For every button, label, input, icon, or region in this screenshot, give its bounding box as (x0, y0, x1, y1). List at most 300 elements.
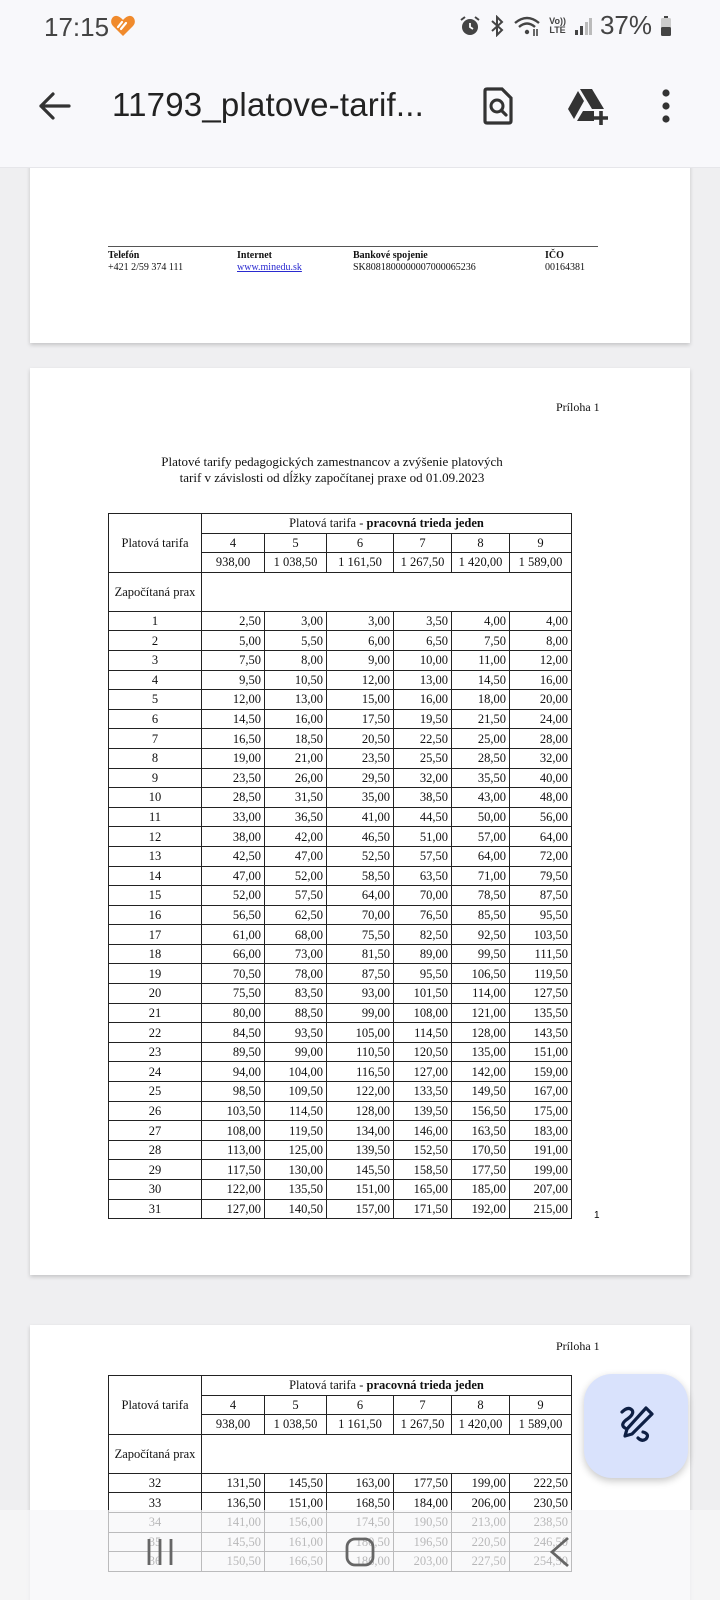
increase-value-cell: 199,00 (510, 1160, 572, 1180)
increase-value-cell: 79,50 (510, 866, 572, 886)
table-row (109, 768, 572, 788)
increase-value-cell: 47,00 (265, 846, 327, 866)
increase-value-cell: 127,50 (510, 984, 572, 1004)
increase-value-cell: 38,50 (394, 788, 452, 808)
increase-value-cell: 177,50 (394, 1473, 452, 1493)
increase-value-cell: 131,50 (202, 1473, 265, 1493)
increase-value-cell: 56,50 (202, 905, 265, 925)
increase-value-cell: 42,50 (202, 846, 265, 866)
document-heading: Platové tarify pedagogických zamestnancov a zvýšenie platových tarif v závislosti od dĺžky započítanej praxe od 01.09.2023 (161, 454, 503, 485)
increase-value-cell: 106,50 (452, 964, 510, 984)
increase-value-cell: 17,50 (327, 709, 394, 729)
praxe-years-cell: 2 (109, 631, 202, 651)
praxe-years-cell: 3 (109, 650, 202, 670)
increase-value-cell: 35,50 (452, 768, 510, 788)
increase-value-cell: 110,50 (327, 1042, 394, 1062)
increase-value-cell: 32,00 (510, 748, 572, 768)
table-row (109, 631, 572, 651)
increase-value-cell: 104,00 (265, 1062, 327, 1082)
praxe-years-cell: 13 (109, 846, 202, 866)
battery-text: 37% (599, 10, 652, 40)
table-row (109, 729, 572, 749)
increase-value-cell: 146,00 (394, 1121, 452, 1141)
praxe-years-cell: 11 (109, 807, 202, 827)
priloha-label: Príloha 1 (556, 400, 600, 414)
increase-value-cell: 16,00 (394, 690, 452, 710)
table-row (109, 690, 572, 710)
praxe-years-cell: 17 (109, 925, 202, 945)
group-header: Platová tarifa - pracovná trieda jeden (202, 514, 572, 534)
increase-value-cell: 108,00 (394, 1003, 452, 1023)
increase-value-cell: 135,00 (452, 1042, 510, 1062)
increase-value-cell: 113,00 (202, 1140, 265, 1160)
increase-value-cell: 46,50 (327, 827, 394, 847)
increase-value-cell: 139,50 (327, 1140, 394, 1160)
alarm-icon (459, 15, 481, 37)
status-icons (459, 10, 672, 41)
back-button[interactable] (30, 84, 78, 132)
back-icon (548, 1536, 572, 1573)
increase-value-cell: 5,00 (202, 631, 265, 651)
increase-value-cell: 26,00 (265, 768, 327, 788)
increase-value-cell: 151,00 (327, 1180, 394, 1200)
increase-value-cell: 171,50 (394, 1199, 452, 1219)
increase-value-cell: 20,00 (510, 690, 572, 710)
increase-value-cell: 41,00 (327, 807, 394, 827)
increase-value-cell: 120,50 (394, 1042, 452, 1062)
increase-value-cell: 14,50 (452, 670, 510, 690)
footer-bank: Bankové spojenie SK8081800000007000065236 (353, 250, 476, 273)
increase-value-cell: 28,50 (452, 748, 510, 768)
increase-value-cell: 44,50 (394, 807, 452, 827)
increase-value-cell: 81,50 (327, 944, 394, 964)
increase-value-cell: 140,50 (265, 1199, 327, 1219)
praxe-years-cell: 15 (109, 886, 202, 906)
praxe-years-cell: 22 (109, 1023, 202, 1043)
page-number: 1 (594, 1210, 600, 1221)
table-row (109, 1042, 572, 1062)
praxe-years-cell: 26 (109, 1101, 202, 1121)
increase-value-cell: 5,50 (265, 631, 327, 651)
increase-value-cell: 15,00 (327, 690, 394, 710)
increase-value-cell: 111,50 (510, 944, 572, 964)
increase-value-cell: 121,00 (452, 1003, 510, 1023)
praxe-years-cell: 4 (109, 670, 202, 690)
increase-value-cell: 29,50 (327, 768, 394, 788)
increase-value-cell: 163,50 (452, 1121, 510, 1141)
praxe-years-cell: 30 (109, 1180, 202, 1200)
increase-value-cell: 35,00 (327, 788, 394, 808)
increase-value-cell: 89,50 (202, 1042, 265, 1062)
increase-value-cell: 125,00 (265, 1140, 327, 1160)
increase-value-cell: 192,00 (452, 1199, 510, 1219)
increase-value-cell: 151,00 (510, 1042, 572, 1062)
praxe-years-cell: 21 (109, 1003, 202, 1023)
increase-value-cell: 18,00 (452, 690, 510, 710)
increase-value-cell: 142,00 (452, 1062, 510, 1082)
increase-value-cell: 52,50 (327, 846, 394, 866)
health-heart-icon (110, 14, 136, 38)
increase-value-cell: 103,50 (510, 925, 572, 945)
base-tariff-row: 938,00 1 038,50 1 161,50 1 267,50 1 420,00 1 589,00 (109, 553, 572, 573)
table-row (109, 748, 572, 768)
increase-value-cell: 78,00 (265, 964, 327, 984)
praxe-years-cell: 5 (109, 690, 202, 710)
increase-value-cell: 42,00 (265, 827, 327, 847)
increase-value-cell: 168,50 (327, 1493, 394, 1513)
increase-value-cell: 159,00 (510, 1062, 572, 1082)
increase-value-cell: 157,00 (327, 1199, 394, 1219)
increase-value-cell: 57,50 (394, 846, 452, 866)
row-header-tarifa: Platová tarifa (109, 514, 202, 573)
table-row (109, 1121, 572, 1141)
annotate-fab-button[interactable] (584, 1374, 688, 1478)
praxe-years-cell: 1 (109, 611, 202, 631)
table-row (109, 1101, 572, 1121)
praxe-years-cell: 23 (109, 1042, 202, 1062)
increase-value-cell: 75,50 (327, 925, 394, 945)
increase-value-cell: 230,50 (510, 1493, 572, 1513)
increase-value-cell: 12,00 (510, 650, 572, 670)
table-row (109, 1473, 572, 1493)
increase-value-cell: 127,00 (394, 1062, 452, 1082)
increase-value-cell: 139,50 (394, 1101, 452, 1121)
tariff-table (108, 513, 572, 1219)
increase-value-cell: 38,00 (202, 827, 265, 847)
increase-value-cell: 70,50 (202, 964, 265, 984)
praxe-years-cell: 25 (109, 1082, 202, 1102)
increase-value-cell: 14,50 (202, 709, 265, 729)
increase-value-cell: 33,00 (202, 807, 265, 827)
increase-value-cell: 114,00 (452, 984, 510, 1004)
increase-value-cell: 151,00 (265, 1493, 327, 1513)
increase-value-cell: 158,50 (394, 1160, 452, 1180)
more-options-button[interactable] (640, 82, 692, 134)
table-row (109, 709, 572, 729)
increase-value-cell: 16,50 (202, 729, 265, 749)
increase-value-cell: 95,50 (510, 905, 572, 925)
arrow-back-icon (37, 91, 71, 126)
increase-value-cell: 70,00 (327, 905, 394, 925)
increase-value-cell: 58,50 (327, 866, 394, 886)
increase-value-cell: 108,00 (202, 1121, 265, 1141)
praxe-years-cell: 12 (109, 827, 202, 847)
increase-value-cell: 8,00 (510, 631, 572, 651)
increase-value-cell: 3,00 (265, 611, 327, 631)
increase-value-cell: 114,50 (265, 1101, 327, 1121)
table-row (109, 1140, 572, 1160)
footer-telefon: Telefón +421 2/59 374 111 (108, 250, 184, 273)
increase-value-cell: 43,00 (452, 788, 510, 808)
increase-value-cell: 84,50 (202, 1023, 265, 1043)
praxe-years-cell: 24 (109, 1062, 202, 1082)
increase-value-cell: 36,50 (265, 807, 327, 827)
table-row (109, 1180, 572, 1200)
app-bar (0, 52, 720, 168)
increase-value-cell: 191,00 (510, 1140, 572, 1160)
increase-value-cell: 105,00 (327, 1023, 394, 1043)
increase-value-cell: 109,50 (265, 1082, 327, 1102)
praxe-years-cell: 7 (109, 729, 202, 749)
volte-icon: Vo)) LTE (549, 15, 566, 35)
table-row (109, 984, 572, 1004)
table-row (109, 925, 572, 945)
add-to-drive-button[interactable] (562, 82, 614, 134)
increase-value-cell: 206,00 (452, 1493, 510, 1513)
draw-annotate-icon (616, 1404, 656, 1449)
pdf-page-2 (30, 368, 690, 1275)
increase-value-cell: 149,50 (452, 1082, 510, 1102)
increase-value-cell: 114,50 (394, 1023, 452, 1043)
increase-value-cell: 185,00 (452, 1180, 510, 1200)
increase-value-cell: 119,50 (510, 964, 572, 984)
battery-icon (660, 15, 672, 37)
increase-value-cell: 199,00 (452, 1473, 510, 1493)
increase-value-cell: 85,50 (452, 905, 510, 925)
class-header-row: 4 5 6 7 8 9 (109, 533, 572, 553)
tariff-table-continued: Platová tarifa Platová tarifa - pracovná trieda jeden 4 5 6 7 8 9 938,00 1 038,50 1 161,50 1 267,50 1 420,00 1 589,00 Započítaná prax 32 131,50 145,50 163,00 177,50 199,00 222,50 33 136,50 151,00 168,50 184,00 206,00 230,50 (108, 1375, 572, 1572)
table-row (109, 1199, 572, 1219)
praxe-years-cell: 8 (109, 748, 202, 768)
footer-ico: IČO 00164381 (545, 250, 585, 273)
increase-value-cell: 83,50 (265, 984, 327, 1004)
increase-value-cell: 22,50 (394, 729, 452, 749)
increase-value-cell: 72,00 (510, 846, 572, 866)
increase-value-cell: 177,50 (452, 1160, 510, 1180)
increase-value-cell: 93,00 (327, 984, 394, 1004)
increase-value-cell: 145,50 (265, 1473, 327, 1493)
increase-value-cell: 117,50 (202, 1160, 265, 1180)
increase-value-cell: 8,00 (265, 650, 327, 670)
increase-value-cell: 7,50 (202, 650, 265, 670)
table-row (109, 1003, 572, 1023)
increase-value-cell: 136,50 (202, 1493, 265, 1513)
increase-value-cell: 98,50 (202, 1082, 265, 1102)
increase-value-cell: 122,00 (202, 1180, 265, 1200)
increase-value-cell: 23,50 (202, 768, 265, 788)
increase-value-cell: 163,00 (327, 1473, 394, 1493)
increase-value-cell: 167,00 (510, 1082, 572, 1102)
increase-value-cell: 89,00 (394, 944, 452, 964)
increase-value-cell: 175,00 (510, 1101, 572, 1121)
praxe-years-cell: 9 (109, 768, 202, 788)
increase-value-cell: 62,50 (265, 905, 327, 925)
status-bar (0, 0, 720, 52)
table-row (109, 846, 572, 866)
increase-value-cell: 134,00 (327, 1121, 394, 1141)
increase-value-cell: 32,00 (394, 768, 452, 788)
increase-value-cell: 64,00 (452, 846, 510, 866)
minedu-link[interactable]: www.minedu.sk (237, 262, 302, 273)
increase-value-cell: 18,50 (265, 729, 327, 749)
increase-value-cell: 28,00 (510, 729, 572, 749)
increase-value-cell: 82,50 (394, 925, 452, 945)
increase-value-cell: 135,50 (265, 1180, 327, 1200)
increase-value-cell: 70,00 (394, 886, 452, 906)
increase-value-cell: 128,00 (327, 1101, 394, 1121)
increase-value-cell: 93,50 (265, 1023, 327, 1043)
increase-value-cell: 52,00 (202, 886, 265, 906)
table-row (109, 905, 572, 925)
increase-value-cell: 9,50 (202, 670, 265, 690)
table-row (109, 944, 572, 964)
increase-value-cell: 152,50 (394, 1140, 452, 1160)
increase-value-cell: 143,50 (510, 1023, 572, 1043)
increase-value-cell: 94,00 (202, 1062, 265, 1082)
increase-value-cell: 12,00 (202, 690, 265, 710)
increase-value-cell: 135,50 (510, 1003, 572, 1023)
status-time: 17:15 (44, 12, 110, 42)
praxe-years-cell: 29 (109, 1160, 202, 1180)
increase-value-cell: 64,00 (327, 886, 394, 906)
increase-value-cell: 10,00 (394, 650, 452, 670)
increase-value-cell: 4,00 (452, 611, 510, 631)
praxe-years-cell: 10 (109, 788, 202, 808)
increase-value-cell: 20,50 (327, 729, 394, 749)
search-in-document-button[interactable] (472, 82, 524, 134)
table-row (109, 1062, 572, 1082)
increase-value-cell: 128,00 (452, 1023, 510, 1043)
add-to-drive-icon (566, 87, 610, 130)
increase-value-cell: 68,00 (265, 925, 327, 945)
table-row (109, 1023, 572, 1043)
increase-value-cell: 50,00 (452, 807, 510, 827)
increase-value-cell: 122,00 (327, 1082, 394, 1102)
praxe-years-cell: 6 (109, 709, 202, 729)
increase-value-cell: 101,50 (394, 984, 452, 1004)
table-row (109, 788, 572, 808)
increase-value-cell: 16,00 (265, 709, 327, 729)
increase-value-cell: 165,00 (394, 1180, 452, 1200)
recents-icon (145, 1537, 175, 1572)
increase-value-cell: 3,50 (394, 611, 452, 631)
increase-value-cell: 57,50 (265, 886, 327, 906)
table-row (109, 807, 572, 827)
increase-value-cell: 21,50 (452, 709, 510, 729)
praxe-years-cell: 27 (109, 1121, 202, 1141)
recents-button[interactable] (130, 1524, 190, 1584)
increase-value-cell: 73,00 (265, 944, 327, 964)
home-button[interactable] (330, 1524, 390, 1584)
increase-value-cell: 40,00 (510, 768, 572, 788)
praxe-years-cell: 32 (109, 1473, 202, 1493)
increase-value-cell: 103,50 (202, 1101, 265, 1121)
increase-value-cell: 6,00 (327, 631, 394, 651)
increase-value-cell: 19,50 (394, 709, 452, 729)
praxe-years-cell: 20 (109, 984, 202, 1004)
increase-value-cell: 156,50 (452, 1101, 510, 1121)
table-row (109, 886, 572, 906)
increase-value-cell: 215,00 (510, 1199, 572, 1219)
table-row (109, 1082, 572, 1102)
signal-icon (574, 16, 592, 36)
footer-internet: Internet www.minedu.sk (237, 250, 302, 273)
increase-value-cell: 80,00 (202, 1003, 265, 1023)
increase-value-cell: 66,00 (202, 944, 265, 964)
increase-value-cell: 207,00 (510, 1180, 572, 1200)
table-row (109, 650, 572, 670)
increase-value-cell: 99,00 (265, 1042, 327, 1062)
more-vert-icon (661, 89, 671, 128)
priloha-label: Príloha 1 (556, 1339, 600, 1353)
increase-value-cell: 2,50 (202, 611, 265, 631)
increase-value-cell: 222,50 (510, 1473, 572, 1493)
table-row (109, 866, 572, 886)
increase-value-cell: 3,00 (327, 611, 394, 631)
increase-value-cell: 99,50 (452, 944, 510, 964)
increase-value-cell: 21,00 (265, 748, 327, 768)
increase-value-cell: 87,50 (327, 964, 394, 984)
increase-value-cell: 75,50 (202, 984, 265, 1004)
table-row (109, 827, 572, 847)
document-title: 11793_platove-tarif... (112, 86, 424, 123)
increase-value-cell: 51,00 (394, 827, 452, 847)
increase-value-cell: 78,50 (452, 886, 510, 906)
praxe-years-cell: 19 (109, 964, 202, 984)
increase-value-cell: 19,00 (202, 748, 265, 768)
increase-value-cell: 13,00 (265, 690, 327, 710)
increase-value-cell: 23,50 (327, 748, 394, 768)
increase-value-cell: 71,00 (452, 866, 510, 886)
wifi-icon (513, 15, 541, 37)
home-icon (344, 1536, 376, 1573)
increase-value-cell: 11,00 (452, 650, 510, 670)
increase-value-cell: 119,50 (265, 1121, 327, 1141)
increase-value-cell: 184,00 (394, 1493, 452, 1513)
table-row (109, 964, 572, 984)
search-in-document-icon (482, 87, 514, 130)
table-row (109, 670, 572, 690)
increase-value-cell: 48,00 (510, 788, 572, 808)
increase-value-cell: 12,00 (327, 670, 394, 690)
increase-value-cell: 57,00 (452, 827, 510, 847)
increase-value-cell: 9,00 (327, 650, 394, 670)
praxe-years-cell: 31 (109, 1199, 202, 1219)
increase-value-cell: 31,50 (265, 788, 327, 808)
table-row (109, 611, 572, 631)
praxe-header: Započítaná prax (109, 572, 202, 611)
increase-value-cell: 28,50 (202, 788, 265, 808)
increase-value-cell: 170,50 (452, 1140, 510, 1160)
increase-value-cell: 145,50 (327, 1160, 394, 1180)
increase-value-cell: 130,00 (265, 1160, 327, 1180)
increase-value-cell: 52,00 (265, 866, 327, 886)
increase-value-cell: 7,50 (452, 631, 510, 651)
footer-rule (108, 246, 598, 247)
pdf-page-1 (30, 168, 690, 343)
increase-value-cell: 133,50 (394, 1082, 452, 1102)
increase-value-cell: 76,50 (394, 905, 452, 925)
increase-value-cell: 16,00 (510, 670, 572, 690)
increase-value-cell: 92,50 (452, 925, 510, 945)
increase-value-cell: 25,00 (452, 729, 510, 749)
increase-value-cell: 183,00 (510, 1121, 572, 1141)
increase-value-cell: 13,00 (394, 670, 452, 690)
increase-value-cell: 87,50 (510, 886, 572, 906)
praxe-years-cell: 16 (109, 905, 202, 925)
increase-value-cell: 24,00 (510, 709, 572, 729)
increase-value-cell: 116,50 (327, 1062, 394, 1082)
increase-value-cell: 6,50 (394, 631, 452, 651)
praxe-years-cell: 28 (109, 1140, 202, 1160)
increase-value-cell: 4,00 (510, 611, 572, 631)
nav-back-button[interactable] (530, 1524, 590, 1584)
system-nav-bar (0, 1510, 720, 1600)
increase-value-cell: 56,00 (510, 807, 572, 827)
increase-value-cell: 47,00 (202, 866, 265, 886)
increase-value-cell: 61,00 (202, 925, 265, 945)
bluetooth-icon (489, 15, 505, 37)
